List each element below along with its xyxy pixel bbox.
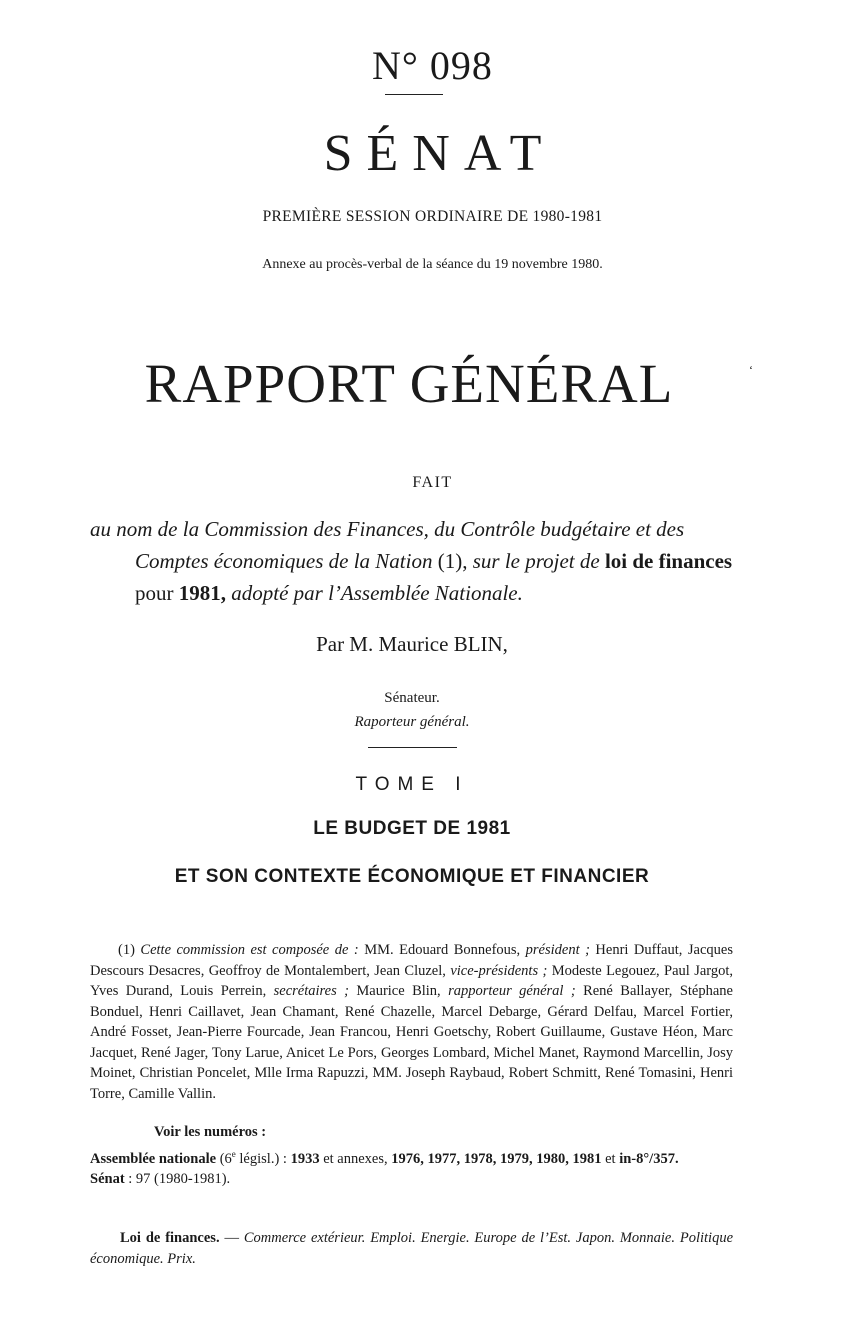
fait-label: FAIT <box>412 474 453 491</box>
index-keywords <box>90 1228 733 1269</box>
an-sup: e <box>231 1149 236 1159</box>
budget-heading: LE BUDGET DE 1981 <box>313 818 511 839</box>
senat-label: Sénat <box>90 1171 125 1188</box>
commission-footnote <box>90 940 733 1104</box>
footnote-s5: Henri Duffaut, Jacques Descours Desacres, Geoffroy de Montalembert, Jean Cluzel, <box>90 942 733 979</box>
footnote-s2: Cette commission est composée de : <box>140 942 359 958</box>
author-name: Par M. Maurice BLIN, <box>316 632 508 656</box>
annexe-line: Annexe au procès-verbal de la séance du 19 novembre 1980. <box>262 257 603 272</box>
session-line: PREMIÈRE SESSION ORDINAIRE DE 1980-1981 <box>262 208 603 225</box>
an-nums-1: 1933 <box>290 1150 320 1167</box>
footnote-s3: MM. Edouard Bonnefous, <box>358 942 526 958</box>
loi-dash: — <box>219 1230 244 1246</box>
loi-keywords: Commerce extérieur. Emploi. Energie. Europe de l’Est. Japon. Monnaie. Politique économique. Prix. <box>90 1230 734 1267</box>
report-title: RAPPORT GÉNÉRAL <box>144 353 674 414</box>
statement-part-5: loi de finances <box>599 549 733 573</box>
an-nums-2: 1976, 1977, 1978, 1979, 1980, 1981 <box>391 1150 602 1167</box>
footnote-s4: président ; <box>525 942 590 958</box>
see-numbers-heading: Voir les numéros : <box>154 1124 267 1140</box>
author-title: Sénateur. <box>384 690 440 706</box>
footnote-s8: secrétaires ; <box>273 983 349 999</box>
footnote-s9: Maurice Blin, <box>348 983 449 999</box>
chamber-title: SÉNAT <box>323 125 556 182</box>
an-annexes: et annexes, <box>319 1150 392 1167</box>
reference-numbers <box>90 1144 733 1190</box>
statement-part-6: pour <box>135 581 179 605</box>
margin-mark: ‘ <box>749 363 753 377</box>
author-role: Raporteur général. <box>354 714 470 730</box>
an-label: Assemblée nationale <box>90 1150 217 1167</box>
statement-part-3: (1), <box>432 549 473 573</box>
senat-val: : 97 (1980-1981). <box>124 1171 231 1188</box>
footnote-s10: rapporteur général ; <box>448 983 576 999</box>
statement-part-4: sur le projet de <box>472 549 600 573</box>
footnote-s6: vice-présidents ; <box>450 962 548 979</box>
statement-part-2: Comptes économiques de la Nation <box>135 549 433 573</box>
tome-label: TOME I <box>355 774 469 795</box>
context-heading: ET SON CONTEXTE ÉCONOMIQUE ET FINANCIER <box>174 866 650 887</box>
an-et: et <box>601 1150 620 1167</box>
footnote-s11: René Ballayer, Stéphane Bonduel, Henri Caillavet, Jean Chamant, René Chazelle, Marcel Debarge, Gérard Delfau, Marcel Fortier, André Fosset, Jean-Pierre Fourcade, Jean Francou, Henri Goetschy, Robert Guillaume, Gustave Héon, Marc Jacquet, René Jager, Tony Larue, Anicet Le Pors, Georges Lombard, Michel Manet, Raymond Marcellin, Josy Moinet, Christian Poncelet, Mlle Irma Rapuzzi, MM. Joseph Raybaud, Robert Schmitt, René Tomasini, Henri Torre, Camille Vallin. <box>90 983 733 1102</box>
an-in8: in-8°/357. <box>619 1150 679 1167</box>
commission-statement <box>90 513 740 609</box>
loi-label: Loi de finances. <box>120 1230 220 1246</box>
statement-part-7: 1981, <box>178 581 226 605</box>
an-legis: législ.) : <box>235 1150 291 1167</box>
footnote-s7: Modeste Legouez, Paul Jargot, Yves Durand, Louis Perrein, <box>90 962 733 999</box>
section-rule <box>368 747 457 748</box>
statement-part-1: au nom de la Commission des Finances, du Contrôle budgétaire et des <box>90 517 685 541</box>
number-rule <box>385 94 443 95</box>
footnote-s1: (1) <box>118 942 141 958</box>
an-mid: (6 <box>216 1150 232 1167</box>
statement-part-8: adopté par l’Assemblée Nationale. <box>226 581 523 605</box>
document-number: N° 098 <box>372 43 493 88</box>
